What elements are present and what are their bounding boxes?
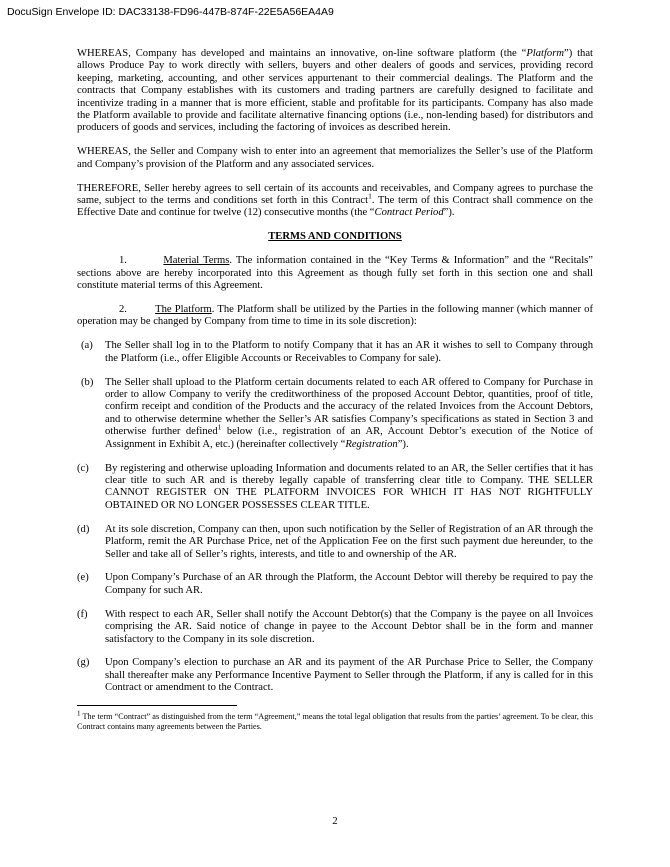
item-label: (c) xyxy=(77,462,89,474)
section-heading: TERMS AND CONDITIONS xyxy=(268,231,402,243)
item-label: (a) xyxy=(81,340,93,352)
footnote-number: 1 xyxy=(77,708,81,717)
section-2-title: The Platform xyxy=(155,304,212,315)
list-item-d xyxy=(77,524,593,561)
list-item-g xyxy=(77,657,593,694)
list-item-f xyxy=(77,609,593,646)
item-text: Upon Company’s Purchase of an AR through the Platform, the Account Debtor will thereby be required to pay the Company for such AR. xyxy=(105,572,593,596)
footnote-text: The term “Contract” as distinguished from the term “Agreement,” means the total legal obligation that results from the parties’ agreement. To be clear, this Contract contains many agreements between the Parties. xyxy=(77,711,593,731)
section-1-number: 1. xyxy=(119,255,127,267)
therefore-mid: . The term of this Contract shall commence on the Effective Date and continue for twelve (12) consecutive months (the “ xyxy=(77,195,593,219)
page-number: 2 xyxy=(332,815,338,827)
whereas-1-post: ”) that allows Produce Pay to work directly with sellers, buyers and other dealers of goods and services, providing record keeping, marketing, accounting, and other services appurtenant to their commercial dealings. The Platform and the contracts that Company establishes with its customers and trading partners are carefully designed to facilitate and incentivize trading in a manner that is more efficient, stable and profitable for its participants. Company has also made the Platform available to provide and facilitate alternative financing options (i.e., non-lending based) for distributors and producers of goods and services, including the factoring of invoices as described herein. xyxy=(77,48,594,134)
footnote-ref: 1 xyxy=(368,191,372,201)
section-2-text: . The Platform shall be utilized by the Parties in the following manner (which manner of operation may be changed by Company from time to time in its sole discretion): xyxy=(77,304,593,328)
platform-defined-term: Platform xyxy=(526,48,564,59)
item-text: The Seller shall log in to the Platform to notify Company that it has an AR it wishes to sell to Company through the Platform (i.e., offer Eligible Accounts or Receivables to Company for sale). xyxy=(105,340,593,364)
section-1 xyxy=(77,255,593,292)
docusign-envelope-id: DocuSign Envelope ID: DAC33138-FD96-447B-874F-22E5A56EA4A9 xyxy=(7,6,334,18)
section-2 xyxy=(77,304,593,329)
item-text: By registering and otherwise uploading Information and documents related to an AR, the Seller certifies that it has clear title to such AR and is thereby legally capable of transferring clear title to Company. THE SELLER CANNOT REGISTER ON THE PLATFORM INVOICES FOR WHICH IT HAS NOT RIGHTFULLY OBTAINED OR NO LONGER POSSESSES CLEAR TITLE. xyxy=(105,462,593,511)
item-label: (b) xyxy=(81,376,94,388)
contract-period-term: Contract Period xyxy=(374,207,444,219)
footnote xyxy=(77,708,593,732)
item-b-pre: The Seller shall upload to the Platform certain documents related to each AR offered to Company for Purchase in order to allow Company to verify the creditworthiness of the proposed Account Debtor, quantities, proof of title, confirm receipt and condition of the Products and the accuracy of the related Invoices from the Account Debtors, and to otherwise determine whether the Seller’s AR satisfies Company’s specifications as stated in Section 3 and otherwise further defined xyxy=(105,376,593,438)
item-text: At its sole discretion, Company can then, upon such notification by the Seller of Registration of an AR through the Platform, remit the AR Purchase Price, net of the Application Fee on the first such payment due hereunder, to the Seller and take all of Seller’s rights, interests, and title to and ownership of the AR. xyxy=(105,523,593,560)
therefore-paragraph xyxy=(77,183,593,220)
therefore-post: ”). xyxy=(443,207,455,219)
section-2-number: 2. xyxy=(119,304,127,315)
registration-term: Registration xyxy=(345,438,398,450)
footnote-ref: 1 xyxy=(217,422,222,432)
document-page xyxy=(77,48,594,827)
whereas-paragraph-1 xyxy=(77,48,593,135)
item-text: With respect to each AR, Seller shall notify the Account Debtor(s) that the Company is the payee on all Invoices comprising the AR. Said notice of change in payee to the Account Debtor shall be in the form and manner satisfactory to the Company in its sole discretion. xyxy=(105,608,593,645)
section-1-title: Material Terms xyxy=(163,255,230,267)
whereas-1-pre: WHEREAS, Company has developed and maintains an innovative, on-line software platform (the “ xyxy=(77,48,527,59)
list-item-a xyxy=(77,340,593,365)
therefore-pre: THEREFORE, Seller hereby agrees to sell certain of its accounts and receivables, and Company agrees to purchase the same, subject to the terms and conditions set forth in this Contract xyxy=(77,182,593,207)
item-b-post: ”). xyxy=(397,438,409,450)
item-text xyxy=(105,377,593,451)
item-label: (f) xyxy=(77,608,88,620)
list-item-e xyxy=(77,572,593,597)
footnote-divider xyxy=(77,705,237,706)
item-b-mid: below (i.e., registration of an AR, Account Debtor’s execution of the Notice of Assignment in Exhibit A, etc.) (hereinafter collectively “ xyxy=(105,426,593,450)
list-item-b xyxy=(77,377,593,451)
whereas-paragraph-2: WHEREAS, the Seller and Company wish to enter into an agreement that memorializes the Seller’s use of the Platform and Company’s provision of the Platform and any associated services. xyxy=(77,146,593,170)
item-label: (g) xyxy=(77,657,90,669)
item-label: (d) xyxy=(77,523,90,535)
section-1-text: . The information contained in the “Key Terms & Information” and the “Recitals” sections above are hereby incorporated into this Agreement as though fully set forth in this section one and shall constitute material terms of this Agreement. xyxy=(77,255,593,292)
item-text: Upon Company’s election to purchase an AR and its payment of the AR Purchase Price to Seller, the Company shall thereafter make any Performance Incentive Payment to Seller through the Platform, if any is called for in this Contract or amendment to the Contract. xyxy=(105,657,593,694)
item-label: (e) xyxy=(77,572,89,584)
list-item-c xyxy=(77,463,593,513)
